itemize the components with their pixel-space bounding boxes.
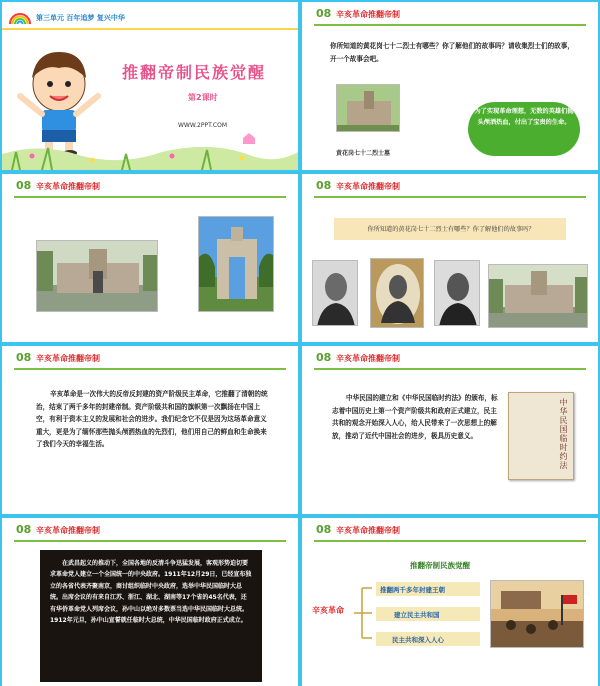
revolution-significance-text: 辛亥革命是一次伟大的反帝反封建的资产阶级民主革命，它推翻了清朝的统治，结束了两千多年的封建帝制。资产阶级共和国的旗帜第一次飘扬在中国上空，有利于资本主义的发展和社会的进步。我们纪念它不仅是因为这场革命意义重大，更是为了缅怀那些抛头颅洒热血的先烈们，他们用自己的鲜血和生命换来了我们今天的幸福生活。 <box>36 390 268 448</box>
lesson-label: 第2课时 <box>188 93 218 102</box>
slide-thumbnail-4[interactable] <box>302 174 598 342</box>
bracket-connector <box>352 584 374 642</box>
memorial-arch-photo <box>198 216 274 312</box>
martyr-portrait-2 <box>370 258 424 328</box>
section-title: 辛亥革命推翻帝制 <box>36 526 100 535</box>
summary-left-label: 辛亥革命 <box>312 606 344 615</box>
summary-item-2-text: 建立民主共和国 <box>394 611 440 619</box>
section-header <box>2 346 298 370</box>
rainbow-icon <box>8 10 32 24</box>
section-title: 辛亥革命推翻帝制 <box>336 526 400 535</box>
section-header <box>302 2 598 26</box>
slide-thumbnail-8[interactable] <box>302 518 598 686</box>
question-text: 你所知道的黄花岗七十二烈士有哪些？你了解他们的故事吗？ <box>367 226 535 233</box>
slide-thumbnail-5[interactable] <box>2 346 298 514</box>
section-number: 08 <box>16 351 32 364</box>
provisional-government-text: 在武昌起义的推动下，全国各地的反清斗争迅猛发展，客观形势迫切要求革命党人建立一个全国统一的中央政府。1911年12月29日，已经宣布独立的各省代表齐聚南京，商讨组织临时中央政府，选举中华民国临时大总统。出席会议的有来自江苏、浙江、湖北、湖南等17个省的45名代表，还有华侨革命党人列席会议，孙中山以绝对多数票当选中华民国临时大总统。1912年元旦，孙中山宣誓就任临时大总统，中华民国临时政府正式成立。 <box>50 560 252 625</box>
section-title: 辛亥革命推翻帝制 <box>36 354 100 363</box>
martyrs-monument-photo <box>488 264 588 328</box>
summary-item-1-text: 推翻两千多年封建王朝 <box>380 586 445 594</box>
slide-thumbnail-2[interactable] <box>302 2 598 170</box>
slide-thumbnail-7[interactable] <box>2 518 298 686</box>
site-url: WWW.2PPT.COM <box>178 122 228 129</box>
header-divider <box>2 28 298 30</box>
slide-thumbnail-1[interactable] <box>2 2 298 170</box>
section-title: 辛亥革命推翻帝制 <box>336 354 400 363</box>
section-number: 08 <box>316 179 332 192</box>
martyr-portrait-1 <box>312 260 358 326</box>
section-title: 辛亥革命推翻帝制 <box>336 10 400 19</box>
section-underline <box>314 196 586 198</box>
section-header <box>302 174 598 198</box>
section-header <box>2 518 298 542</box>
section-title: 辛亥革命推翻帝制 <box>36 182 100 191</box>
uprising-painting <box>490 580 584 648</box>
section-underline <box>14 540 286 542</box>
section-number: 08 <box>316 523 332 536</box>
house-icon <box>242 132 256 144</box>
summary-heading: 推翻帝制民族觉醒 <box>410 561 470 570</box>
section-number: 08 <box>316 7 332 20</box>
memorial-gate-photo <box>36 240 158 312</box>
section-header <box>2 174 298 198</box>
section-header <box>302 518 598 542</box>
slide-thumbnail-3[interactable] <box>2 174 298 342</box>
slide-title: 推翻帝制民族觉醒 <box>122 63 267 82</box>
section-underline <box>314 368 586 370</box>
section-underline <box>314 540 586 542</box>
summary-item-3-text: 民主共和深入人心 <box>392 636 444 644</box>
republic-founding-text: 中华民国的建立和《中华民国临时约法》的颁布，标志着中国历史上第一个资产阶级共和政府正式建立，民主共和的观念开始深入人心，给人民带来了一次思想上的解放，推动了近代中国社会的进步，极具历史意义。 <box>332 394 498 440</box>
question-text: 你所知道的黄花岗七十二烈士有哪些？你了解他们的故事吗？请收集烈士们的故事，开一个故事会吧。 <box>330 42 574 63</box>
section-underline <box>14 368 286 370</box>
slide-thumbnail-6[interactable] <box>302 346 598 514</box>
section-title: 辛亥革命推翻帝制 <box>336 182 400 191</box>
martyrs-tomb-photo <box>336 84 400 132</box>
section-underline <box>14 196 286 198</box>
section-number: 08 <box>316 351 332 364</box>
section-number: 08 <box>16 523 32 536</box>
section-number: 08 <box>16 179 32 192</box>
unit-title: 第三单元 百年追梦 复兴中华 <box>36 14 125 22</box>
section-header <box>302 346 598 370</box>
cloud-text: 为了实现革命理想，无数的英雄们抛头颅洒热血，付出了宝贵的生命。 <box>474 108 574 126</box>
section-underline <box>314 24 586 26</box>
photo-caption: 黄花岗七十二烈士墓 <box>336 150 391 157</box>
book-title: 中华民国临时约法 <box>559 398 568 470</box>
martyr-portrait-3 <box>434 260 480 326</box>
